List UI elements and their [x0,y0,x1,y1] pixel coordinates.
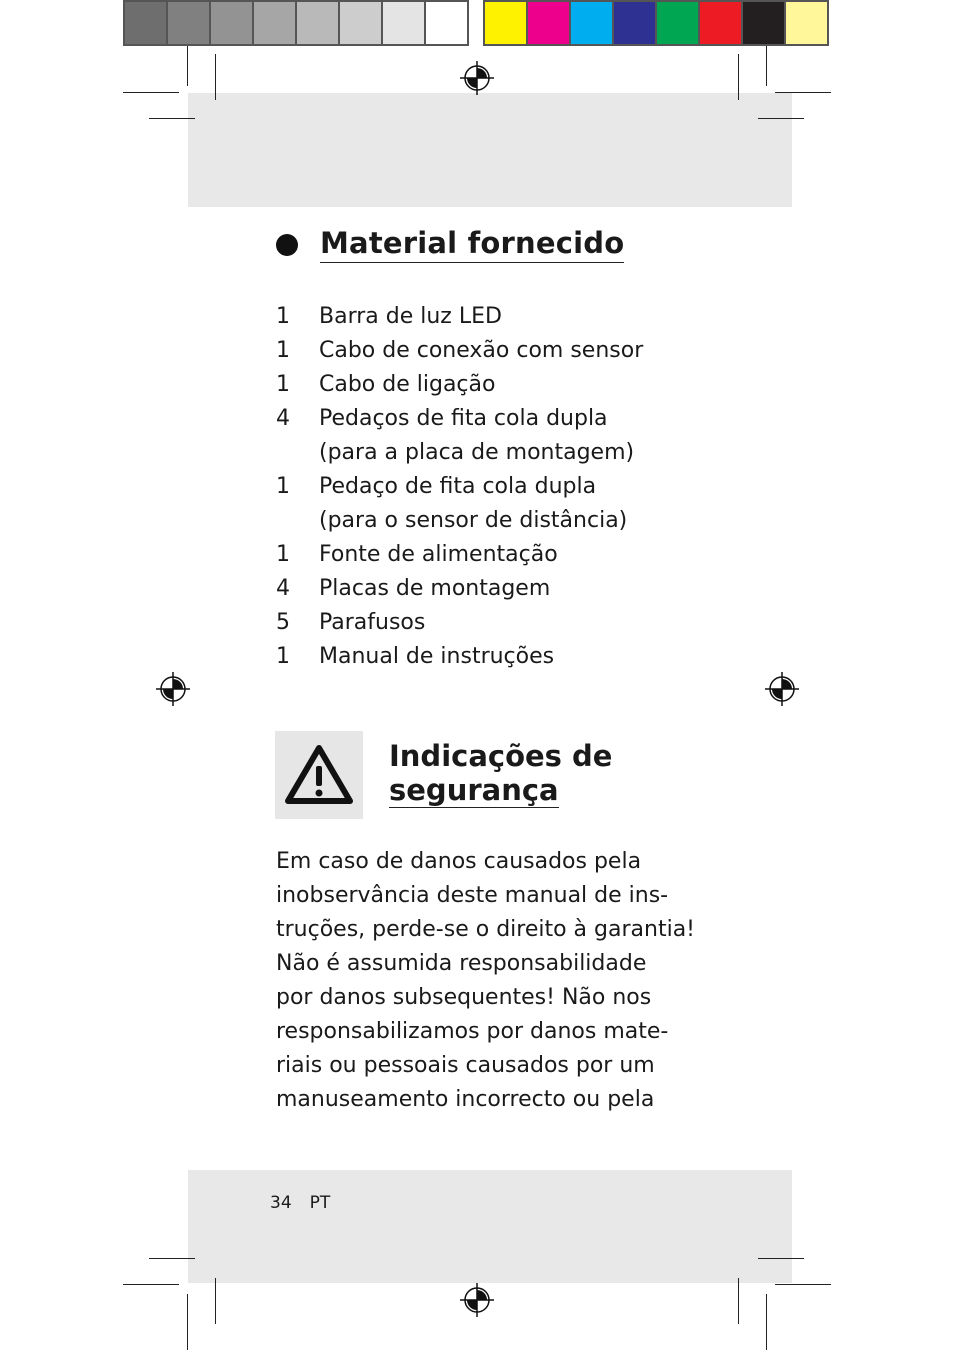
section-title: Material fornecido [320,226,624,263]
color-swatch [657,0,700,46]
paragraph-line: Em caso de danos causados pela [276,849,642,874]
item-quantity [276,504,319,538]
list-item [276,538,643,572]
item-label: (para a placa de montagem) [319,440,635,465]
list-item [276,300,643,334]
item-quantity: 5 [276,610,290,635]
item-label: Parafusos [319,610,426,635]
gray-swatch-strip [123,0,469,46]
item-label: Placas de montagem [319,576,551,601]
color-swatch [211,0,254,46]
color-swatch [528,0,571,46]
page-footer [270,1193,348,1213]
footer-band [188,1170,792,1283]
item-quantity: 1 [276,644,290,669]
item-label: Barra de luz LED [319,304,502,329]
page-number: 34 [270,1193,292,1213]
item-label: Pedaço de fita cola dupla [319,474,597,499]
item-quantity: 1 [276,338,290,363]
paragraph-line: riais ou pessoais causados por um [276,1053,655,1078]
color-swatch [340,0,383,46]
safety-paragraph [276,845,696,1117]
paragraph-line: por danos subsequentes! Não nos [276,985,652,1010]
item-quantity: 1 [276,372,290,397]
paragraph-line: manuseamento incorrecto ou pela [276,1087,655,1112]
color-swatch-strip [483,0,829,46]
color-swatch [168,0,211,46]
color-swatch [383,0,426,46]
list-item [276,606,643,640]
color-swatch [297,0,340,46]
safety-heading [389,739,612,808]
language-code: PT [309,1193,331,1213]
item-label: (para o sensor de distância) [319,508,628,533]
warning-box [275,731,363,819]
color-swatch [743,0,786,46]
registration-mark-icon [460,1283,494,1317]
item-label: Pedaços de fita cola dupla [319,406,608,431]
list-item [276,504,643,538]
color-swatch [571,0,614,46]
item-quantity: 1 [276,474,290,499]
safety-title-line1: Indicações de [389,739,613,773]
list-item [276,572,643,606]
paragraph-line: truções, perde-se o direito à garantia! [276,917,695,942]
color-swatch [700,0,743,46]
registration-mark-icon [765,672,799,706]
color-swatch [426,0,469,46]
item-label: Cabo de ligação [319,372,496,397]
paragraph-line: inobservância deste manual de ins- [276,883,669,908]
item-quantity: 4 [276,576,290,601]
list-item [276,436,643,470]
item-quantity: 4 [276,406,290,431]
item-quantity: 1 [276,304,290,329]
safety-title-line2: segurança [389,773,559,807]
bullet-icon [276,234,298,256]
item-label: Cabo de conexão com sensor [319,338,644,363]
registration-mark-icon [460,61,494,95]
list-item [276,368,643,402]
color-swatch [254,0,297,46]
color-swatch [614,0,657,46]
list-item [276,402,643,436]
header-band [188,93,792,207]
warning-triangle-icon [275,731,363,819]
section-heading-material [276,226,624,263]
item-label: Manual de instruções [319,644,555,669]
paragraph-line: Não é assumida responsabilidade [276,951,647,976]
color-swatch [786,0,829,46]
item-quantity [276,436,319,470]
color-swatch [483,0,528,46]
list-item [276,334,643,368]
paragraph-line: responsabilizamos por danos mate- [276,1019,669,1044]
color-swatch [123,0,168,46]
registration-mark-icon [156,672,190,706]
list-item [276,640,643,674]
item-quantity: 1 [276,542,290,567]
item-label: Fonte de alimentação [319,542,558,567]
list-item [276,470,643,504]
supplied-items-list [276,300,643,674]
